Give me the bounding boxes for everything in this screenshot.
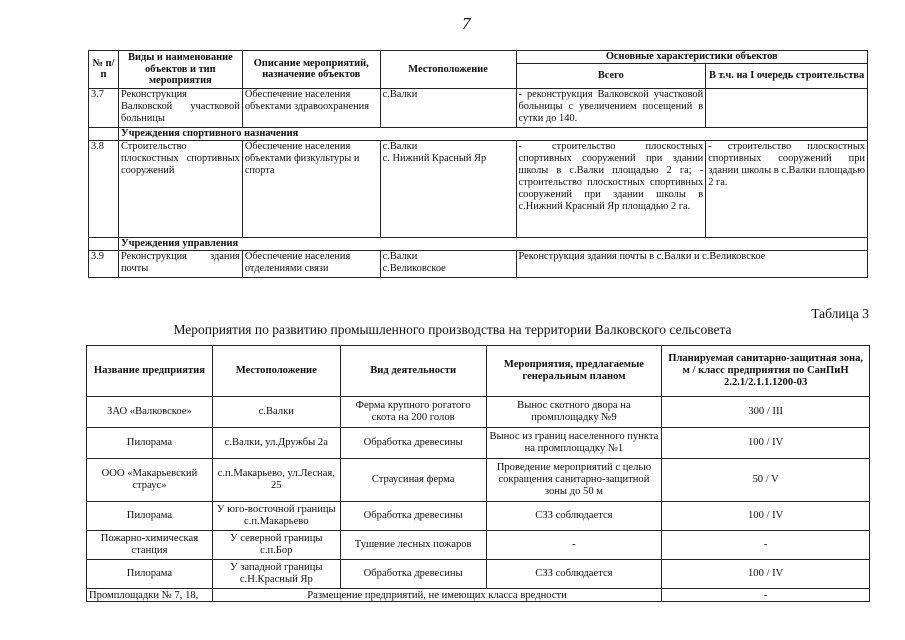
cell-location bbox=[380, 250, 516, 277]
cell-location: с.Валки bbox=[212, 397, 340, 428]
table-row bbox=[89, 88, 868, 127]
cell-num: 3.8 bbox=[89, 140, 119, 237]
cell-first-stage: - строительство плоскостных спортивных сооружений при здании школы в с.Валки площадью 2 га. bbox=[706, 140, 868, 237]
cell-activity: Страусиная ферма bbox=[340, 459, 486, 502]
location-line: с. Нижний Красный Яр bbox=[382, 152, 487, 164]
table-header-row bbox=[87, 346, 870, 397]
header-measures: Мероприятия, предлагаемые генеральным планом bbox=[486, 346, 662, 397]
cell-type: Строительство плоскостных спортивных сооружений bbox=[118, 140, 242, 237]
table-title: Мероприятия по развитию промышленного производства на территории Валковского сельсовета bbox=[173, 322, 732, 337]
cell-total: Реконструкция здания почты в с.Валки и с.Великовское bbox=[516, 250, 867, 277]
cell-total: - реконструкция Валковской участковой больницы с увеличением посещений в сутки до 140. bbox=[516, 88, 706, 127]
cell-desc: Обеспечение населения объектами физкультуры и спорта bbox=[242, 140, 380, 237]
cell-name: Пилорама bbox=[87, 560, 213, 589]
cell-empty bbox=[89, 237, 119, 250]
cell-name: Промплощадки № 7, 18, bbox=[87, 589, 213, 602]
cell-zone: - bbox=[662, 589, 870, 602]
cell-location: с.п.Макарьево, ул.Лесная, 25 bbox=[212, 459, 340, 502]
cell-measures: - bbox=[486, 531, 662, 560]
table-row bbox=[87, 428, 870, 459]
objects-table bbox=[88, 50, 868, 278]
cell-name: ЗАО «Валковское» bbox=[87, 397, 213, 428]
header-activity: Вид деятельности bbox=[340, 346, 486, 397]
section-row bbox=[89, 127, 868, 140]
header-name: Название предприятия bbox=[87, 346, 213, 397]
table-row bbox=[87, 589, 870, 602]
header-location: Местоположение bbox=[380, 51, 516, 89]
header-zone: Планируемая санитарно-защитная зона, м / класс предприятия по СанПиН 2.2.1/2.1.1.1200-03 bbox=[662, 346, 870, 397]
page-number: 7 bbox=[462, 14, 471, 33]
cell-location: У северной границы с.п.Бор bbox=[212, 531, 340, 560]
cell-location: У западной границы с.Н.Красный Яр bbox=[212, 560, 340, 589]
header-main: Основные характеристики объектов bbox=[516, 51, 867, 64]
table-label: Таблица 3 bbox=[811, 306, 869, 321]
cell-location: с.Валки bbox=[380, 88, 516, 127]
header-total: Всего bbox=[516, 63, 706, 88]
cell-desc: Обеспечение населения отделениями связи bbox=[242, 250, 380, 277]
location-line: с.Валки bbox=[382, 250, 418, 262]
header-first-stage: В т.ч. на I очередь строительства bbox=[706, 63, 868, 88]
header-desc: Описание мероприятий, назначение объектов bbox=[242, 51, 380, 89]
cell-measures: Вынос из границ населенного пункта на промплощадку №1 bbox=[486, 428, 662, 459]
header-location: Местоположение bbox=[212, 346, 340, 397]
cell-zone: 100 / IV bbox=[662, 428, 870, 459]
table-row bbox=[87, 397, 870, 428]
location-line: с.Великовское bbox=[382, 262, 446, 274]
cell-location bbox=[380, 140, 516, 237]
location-line: с.Валки bbox=[382, 140, 418, 152]
cell-activity: Обработка древесины bbox=[340, 428, 486, 459]
cell-activity: Ферма крупного рогатого скота на 200 голов bbox=[340, 397, 486, 428]
cell-name: Пилорама bbox=[87, 502, 213, 531]
section-admin: Учреждения управления bbox=[118, 237, 867, 250]
cell-location: с.Валки, ул.Дружбы 2а bbox=[212, 428, 340, 459]
table-row bbox=[87, 502, 870, 531]
cell-activity: Обработка древесины bbox=[340, 502, 486, 531]
cell-type: Реконструкция Валковской участковой больницы bbox=[118, 88, 242, 127]
cell-total: - строительство плоскостных спортивных сооружений при здании школы в с.Валки площадью 2 га; - строительство плоскостных спортивных сооружений при здании школы в с.Нижний Красный Яр площадью 2 га. bbox=[516, 140, 706, 237]
cell-first-stage bbox=[706, 88, 868, 127]
industry-table bbox=[86, 345, 870, 602]
cell-zone: 100 / IV bbox=[662, 560, 870, 589]
cell-zone: 100 / IV bbox=[662, 502, 870, 531]
cell-merged: Размещение предприятий, не имеющих класса вредности bbox=[212, 589, 661, 602]
cell-zone: 50 / V bbox=[662, 459, 870, 502]
cell-activity: Обработка древесины bbox=[340, 560, 486, 589]
cell-num: 3.7 bbox=[89, 88, 119, 127]
cell-empty bbox=[89, 127, 119, 140]
cell-name: Пожарно-химическая станция bbox=[87, 531, 213, 560]
table-row bbox=[87, 459, 870, 502]
cell-activity: Тушение лесных пожаров bbox=[340, 531, 486, 560]
cell-zone: 300 / III bbox=[662, 397, 870, 428]
cell-measures: СЗЗ соблюдается bbox=[486, 502, 662, 531]
section-row bbox=[89, 237, 868, 250]
cell-name: ООО «Макарьевский страус» bbox=[87, 459, 213, 502]
cell-location: У юго-восточной границы с.п.Макарьево bbox=[212, 502, 340, 531]
table-row bbox=[89, 250, 868, 277]
table-row bbox=[87, 531, 870, 560]
header-type: Виды и наименование объектов и тип мероприятия bbox=[118, 51, 242, 89]
table-header-row bbox=[89, 51, 868, 64]
cell-measures: Проведение мероприятий с целью сокращения санитарно-защитной зоны до 50 м bbox=[486, 459, 662, 502]
table-row bbox=[87, 560, 870, 589]
cell-type: Реконструкция здания почты bbox=[118, 250, 242, 277]
cell-measures: Вынос скотного двора на промплощадку №9 bbox=[486, 397, 662, 428]
cell-zone: - bbox=[662, 531, 870, 560]
section-sport: Учреждения спортивного назначения bbox=[118, 127, 867, 140]
table-row bbox=[89, 140, 868, 237]
cell-measures: СЗЗ соблюдается bbox=[486, 560, 662, 589]
cell-name: Пилорама bbox=[87, 428, 213, 459]
cell-desc: Обеспечение населения объектами здравоохранения bbox=[242, 88, 380, 127]
header-num: № п/п bbox=[89, 51, 119, 89]
cell-num: 3.9 bbox=[89, 250, 119, 277]
